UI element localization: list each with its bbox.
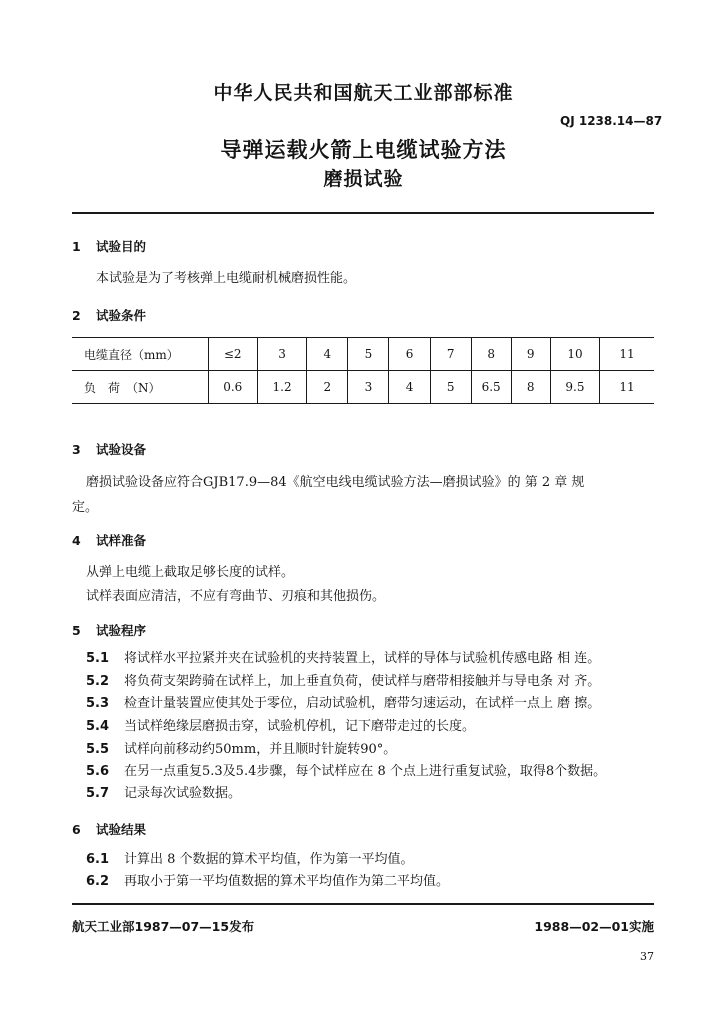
test-conditions-table — [72, 338, 654, 403]
section-number: 6 — [72, 822, 81, 837]
step-number: 5.7 — [86, 786, 110, 801]
footer-rule — [72, 903, 654, 905]
section-title: 试样准备 — [96, 533, 147, 548]
section-number: 4 — [72, 533, 81, 548]
step-text: 将试样水平拉紧并夹在试验机的夹持装置上，试样的导体与试验机传感电路 相 连。 — [124, 651, 601, 666]
section-4-heading — [72, 531, 146, 549]
row-label-load: 负 荷 （N） — [84, 380, 161, 395]
table-row — [72, 371, 654, 404]
step-number: 5.3 — [86, 696, 110, 711]
procedure-step — [86, 670, 600, 689]
step-text: 试样向前移动约50mm，并且顺时针旋转90°。 — [124, 742, 397, 757]
procedure-step — [86, 782, 241, 801]
step-text: 再取小于第一平均值数据的算术平均值作为第二平均值。 — [124, 874, 450, 889]
table-cell: 3 — [348, 371, 389, 404]
table-cell: 5 — [348, 338, 389, 371]
procedure-step — [86, 647, 600, 666]
table-cell: 9.5 — [550, 371, 599, 404]
table-cell: 6.5 — [471, 371, 511, 404]
step-number: 6.1 — [86, 852, 110, 867]
step-text: 计算出 8 个数据的算术平均值，作为第一平均值。 — [124, 852, 414, 867]
step-text: 当试样绝缘层磨损击穿，试验机停机，记下磨带走过的长度。 — [124, 719, 476, 734]
document-subtitle: 磨损试验 — [323, 168, 404, 190]
section-4-text-line1: 从弹上电缆上截取足够长度的试样。 — [86, 565, 295, 580]
section-title: 试验结果 — [96, 822, 147, 837]
table-cell: 11 — [600, 371, 654, 404]
table-row — [72, 338, 654, 371]
procedure-step — [86, 715, 475, 734]
table-cell: 5 — [430, 371, 471, 404]
table-cell: ≤2 — [208, 338, 257, 371]
table-cell: 11 — [600, 338, 654, 371]
step-number: 5.2 — [86, 674, 110, 689]
table-cell: 3 — [257, 338, 306, 371]
page-number: 37 — [640, 950, 654, 963]
step-text: 记录每次试验数据。 — [124, 786, 242, 801]
table-cell: 4 — [307, 338, 348, 371]
section-number: 3 — [72, 442, 81, 457]
section-title: 试验目的 — [96, 239, 147, 254]
header-rule — [72, 212, 654, 214]
section-1-heading — [72, 237, 146, 255]
step-number: 5.5 — [86, 742, 110, 757]
section-6-heading — [72, 820, 146, 838]
effective-date: 1988—02—01实施 — [534, 919, 654, 934]
section-5-heading — [72, 621, 146, 639]
result-step — [86, 870, 449, 889]
section-number: 2 — [72, 308, 81, 323]
section-title: 试验设备 — [96, 442, 147, 457]
step-number: 5.6 — [86, 764, 110, 779]
table-cell: 2 — [307, 371, 348, 404]
table-cell: 1.2 — [257, 371, 306, 404]
step-number: 6.2 — [86, 874, 110, 889]
section-1-text: 本试验是为了考核弹上电缆耐机械磨损性能。 — [96, 271, 357, 286]
section-3-text-line2: 定。 — [72, 500, 99, 515]
section-4-text-line2: 试样表面应清洁，不应有弯曲节、刃痕和其他损伤。 — [86, 589, 386, 604]
section-title: 试验程序 — [96, 623, 147, 638]
table-cell: 0.6 — [208, 371, 257, 404]
table-cell: 10 — [550, 338, 599, 371]
step-text: 检查计量装置应使其处于零位，启动试验机，磨带匀速运动，在试样一点上 磨 擦。 — [124, 696, 601, 711]
document-code: QJ 1238.14—87 — [560, 114, 663, 128]
table-bottom-rule — [72, 403, 654, 404]
section-3-heading — [72, 440, 146, 458]
section-number: 5 — [72, 623, 81, 638]
table-cell: 8 — [511, 371, 550, 404]
procedure-step — [86, 692, 600, 711]
table-cell: 6 — [389, 338, 430, 371]
table-cell: 4 — [389, 371, 430, 404]
step-text: 在另一点重复5.3及5.4步骤，每个试样应在 8 个点上进行重复试验，取得8个数据。 — [124, 764, 607, 779]
section-title: 试验条件 — [96, 308, 147, 323]
table-cell: 9 — [511, 338, 550, 371]
issue-date: 航天工业部1987—07—15发布 — [72, 919, 255, 934]
procedure-step — [86, 760, 606, 779]
step-number: 5.1 — [86, 651, 110, 666]
result-step — [86, 848, 414, 867]
section-2-heading — [72, 306, 146, 324]
step-number: 5.4 — [86, 719, 110, 734]
org-standard-title: 中华人民共和国航天工业部部标准 — [213, 82, 514, 104]
section-number: 1 — [72, 239, 81, 254]
table-cell: 7 — [430, 338, 471, 371]
section-3-text-line1: 磨损试验设备应符合GJB17.9—84《航空电线电缆试验方法—磨损试验》的 第 2 章 规 — [86, 475, 585, 490]
row-label-diameter: 电缆直径（mm） — [72, 338, 208, 371]
step-text: 将负荷支架跨骑在试样上，加上垂直负荷，使试样与磨带相接触并与导电条 对 齐。 — [124, 674, 601, 689]
procedure-step — [86, 738, 396, 757]
document-title: 导弹运载火箭上电缆试验方法 — [220, 138, 507, 162]
table-cell: 8 — [471, 338, 511, 371]
